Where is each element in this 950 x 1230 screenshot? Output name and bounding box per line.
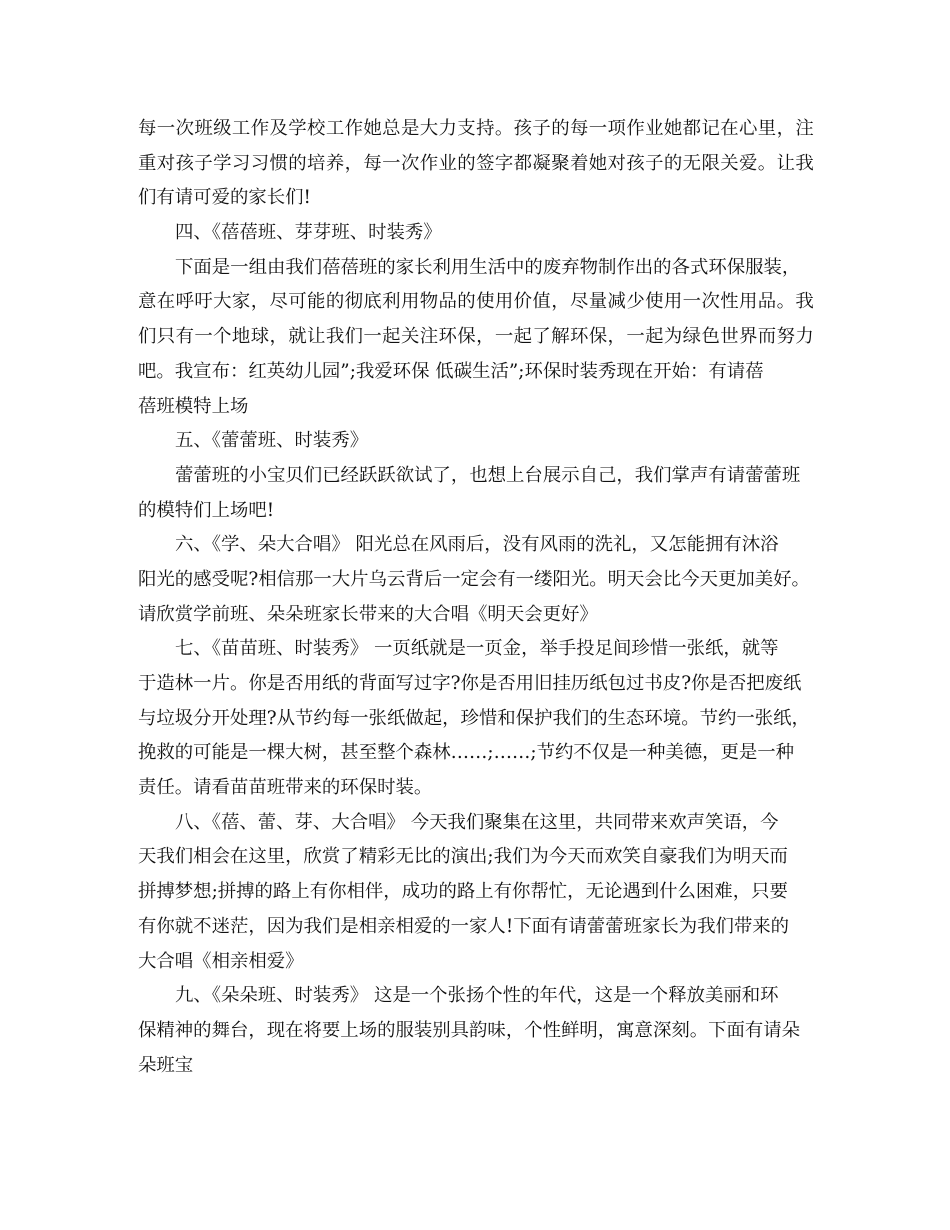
- text-line: 七、《苗苗班、时装秀》 一页纸就是一页金，举手投足间珍惜一张纸，就等: [175, 638, 779, 660]
- text-line: 四、《蓓蓓班、芽芽班、时装秀》: [175, 222, 442, 244]
- text-line: 意 在 呼 吁 大 家 ， 尽 可 能 的 彻 底 利 用 物 品 的 使 用 价 值 ， 尽 量 减 少 使 用 一 次 性 用 品 。 我: [138, 291, 814, 313]
- text-line: 挽救的可能是一棵大树，甚至整个森林……;……;节约不仅是一种美德，更是一种: [138, 742, 795, 764]
- text-line: 们 只 有 一 个 地 球 ， 就 让 我 们 一 起 关 注 环 保 ， 一 起 了 解 环 保 ， 一 起 为 绿 色 世 界 而 努 力: [138, 326, 814, 348]
- text-line: 蓓班模特上场: [138, 395, 249, 417]
- text-line: 请欣赏学前班、朵朵班家长带来的大合唱《明天会更好》: [138, 603, 598, 625]
- text-line: 下面是一组由我们蓓蓓班的家长利用生活中的废弃物制作出的各式环保服装，: [175, 256, 801, 278]
- text-line: 八、《蓓、蕾、芽、大合唱》 今天我们聚集在这里，共同带来欢声笑语，今: [175, 811, 779, 833]
- text-line: 六、《学、朵大合唱》 阳光总在风雨后，没有风雨的洗礼，又怎能拥有沐浴: [175, 534, 779, 556]
- text-line: 的模特们上场吧!: [138, 499, 275, 521]
- text-line: 于造林一片。你是否用纸的背面写过字?你是否用旧挂历纸包过书皮?你是否把废纸: [138, 673, 802, 694]
- text-line: 九、《朵朵班、时装秀》 这是一个张扬个性的年代，这是一个释放美丽和环: [175, 985, 779, 1007]
- text-line: 朵班宝: [138, 1054, 194, 1076]
- text-line: 蕾蕾班的小宝贝们已经跃跃欲试了，也想上台展示自己，我们掌声有请蕾蕾班: [175, 464, 801, 486]
- text-line: 吧。我宣布：红英幼儿园”;我爱环保 低碳生活”;环保时装秀现在开始：有请蓓: [138, 360, 764, 382]
- text-line: 大合唱《相亲相爱》: [138, 950, 304, 972]
- text-line: 与垃圾分开处理?从节约每一张纸做起，珍惜和保护我们的生态环境。节约一张纸，: [138, 707, 810, 729]
- text-line: 有你就不迷茫，因为我们是相亲相爱的一家人!下面有请蕾蕾班家长为我们带来的: [138, 915, 790, 937]
- text-line: 每 一 次 班 级 工 作 及 学 校 工 作 她 总 是 大 力 支 持 。 孩 子 的 每 一 项 作 业 她 都 记 在 心 里 ， 注: [138, 118, 814, 139]
- text-line: 们有请可爱的家长们!: [138, 187, 311, 209]
- text-line: 五、《蕾蕾班、时装秀》: [175, 430, 369, 452]
- text-line: 责任。请看苗苗班带来的环保时装。: [138, 777, 433, 799]
- text-line: 天我们相会在这里，欣赏了精彩无比的演出;我们为今天而欢笑自豪我们为明天而: [138, 846, 788, 868]
- text-line: 拼搏梦想;拼搏的路上有你相伴，成功的路上有你帮忙，无论遇到什么困难，只要: [138, 881, 788, 903]
- text-line: 重 对 孩 子 学 习 习 惯 的 培 养 ， 每 一 次 作 业 的 签 字 都 凝 聚 着 她 对 孩 子 的 无 限 关 爱 。 让 我: [138, 152, 814, 174]
- document-body: [138, 112, 814, 1083]
- text-line: 保精神的舞台，现在将要上场的服装别具韵味，个性鲜明，寓意深刻。下面有请朵: [138, 1019, 801, 1041]
- text-line: 阳光的感受呢?相信那一大片乌云背后一定会有一缕阳光。明天会比今天更加美好。: [138, 568, 810, 590]
